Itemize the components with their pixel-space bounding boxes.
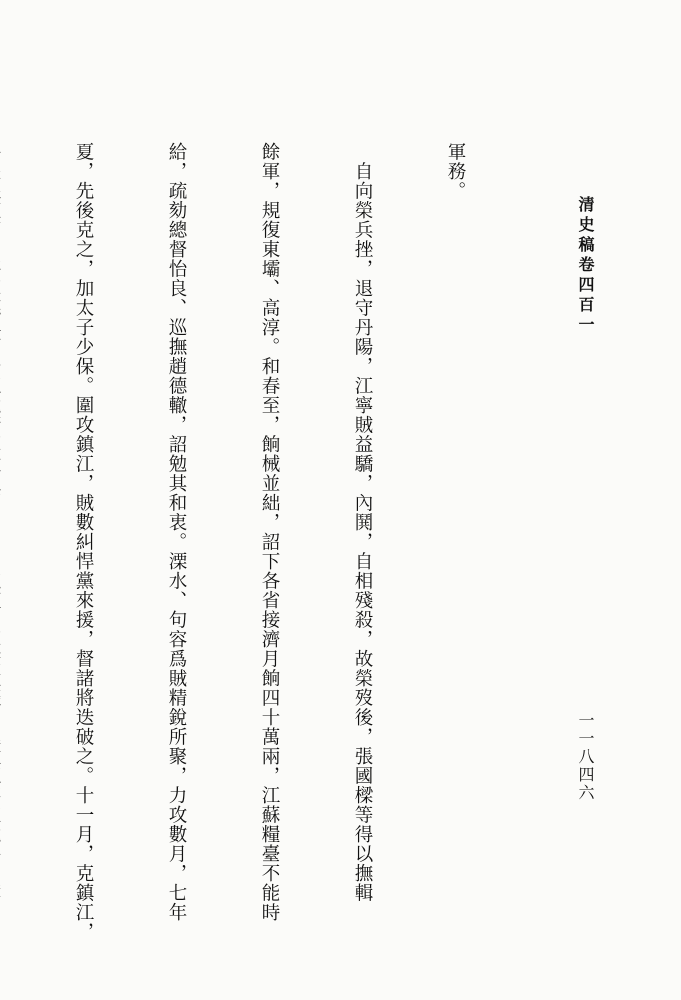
text-column: 夏，先後克之，加太子少保。圍攻鎮江，賊數糾悍黨來援，督諸將迭破之。十一月，克鎮江， — [73, 142, 94, 942]
text-column: 餘軍，規復東壩、高淳。和春至，餉械並絀，詔下各省接濟月餉四十萬兩，江蘇糧臺不能時 — [259, 142, 280, 922]
running-title: 清史稿卷四百一 — [576, 196, 595, 336]
text-column: 給，疏劾總督怡良、巡撫趙德轍，詔勉其和衷。溧水、句容爲賊精銳所聚，力攻數月，七年 — [166, 142, 187, 922]
text-column — [0, 142, 6, 972]
page-number: 一一八四六 — [576, 712, 595, 802]
text-column: 自向榮兵挫，退守丹陽，江寧賊益驕，內鬨，自相殘殺，故榮歿後，張國樑等得以撫輯 — [352, 142, 373, 903]
text-column: 軍務。 — [445, 142, 466, 201]
body-text — [0, 142, 533, 972]
